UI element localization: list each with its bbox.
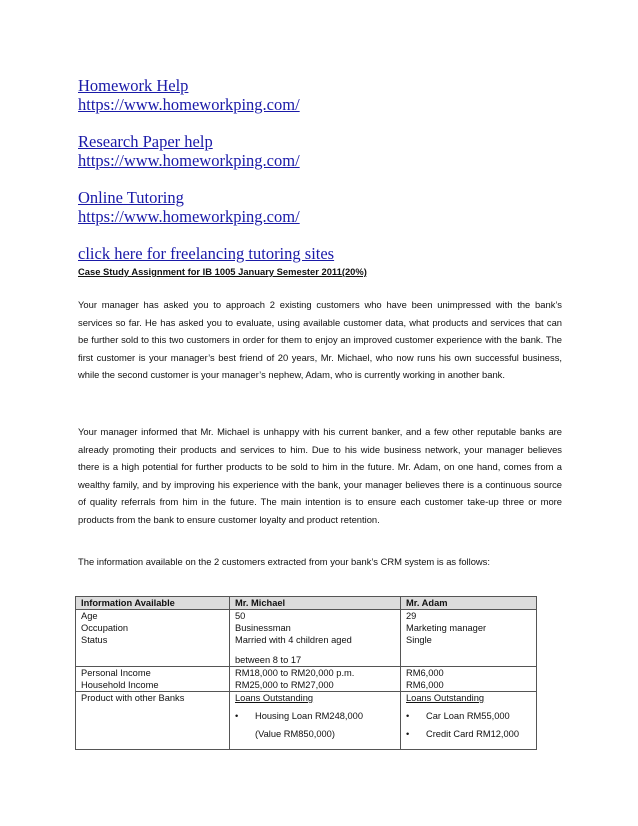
adam-status: Single	[406, 635, 432, 645]
michael-status-cont: between 8 to 17	[235, 655, 302, 665]
links-block	[78, 76, 334, 263]
bullet-icon: •	[406, 729, 410, 739]
michael-loans-heading: Loans Outstanding	[235, 693, 314, 703]
adam-car-loan: Car Loan RM55,000	[426, 711, 510, 721]
adam-credit-card: Credit Card RM12,000	[426, 729, 520, 739]
adam-household-income: RM6,000	[406, 680, 444, 690]
freelancing-link[interactable]: click here for freelancing tutoring sites	[78, 244, 335, 263]
adam-occupation: Marketing manager	[406, 623, 487, 633]
paragraph-3: The information available on the 2 customers extracted from your bank’s CRM system is as follows:	[78, 556, 490, 567]
michael-housing-loan: Housing Loan RM248,000	[255, 711, 364, 721]
label-age: Age	[81, 611, 98, 621]
header-info: Information Available	[76, 597, 230, 610]
paragraph-1: Your manager has asked you to approach 2 existing customers who have been unimpressed with the bank’s services so far. He has asked you to evaluate, using available customer data, what products and services that can be further sold to this two customers in order for them to enjoy an improved customer experience with the bank. The first customer is your manager’s best friend of 20 years, Mr. Michael, who now runs his own successful business, while the second customer is your manager’s nephew, Adam, who is currently working in another bank.	[78, 299, 562, 381]
research-paper-url[interactable]: https://www.homeworkping.com/	[78, 151, 300, 170]
table-row	[76, 692, 537, 750]
customer-info-table	[75, 596, 537, 750]
table-row	[76, 610, 537, 667]
bullet-icon: •	[235, 711, 239, 721]
label-occupation: Occupation	[81, 623, 129, 633]
michael-loan-value: (Value RM850,000)	[255, 729, 335, 739]
michael-household-income: RM25,000 to RM27,000	[235, 680, 334, 690]
header-michael: Mr. Michael	[230, 597, 401, 610]
online-tutoring-link[interactable]: Online Tutoring	[78, 188, 184, 207]
michael-personal-income: RM18,000 to RM20,000 p.m.	[235, 668, 355, 678]
homework-help-url[interactable]: https://www.homeworkping.com/	[78, 95, 300, 114]
label-household-income: Household Income	[81, 680, 159, 690]
header-adam: Mr. Adam	[401, 597, 537, 610]
michael-status: Married with 4 children aged	[235, 635, 352, 645]
homework-help-link[interactable]: Homework Help	[78, 76, 189, 95]
online-tutoring-url[interactable]: https://www.homeworkping.com/	[78, 207, 300, 226]
bullet-icon: •	[406, 711, 410, 721]
case-study-title: Case Study Assignment for IB 1005 January Semester 2011(20%)	[78, 266, 367, 277]
label-products: Product with other Banks	[76, 692, 230, 750]
adam-loans-heading: Loans Outstanding	[406, 693, 485, 703]
table-row	[76, 667, 537, 692]
label-personal-income: Personal Income	[81, 668, 151, 678]
table-header-row	[76, 597, 537, 610]
research-paper-link[interactable]: Research Paper help	[78, 132, 213, 151]
paragraph-2: Your manager informed that Mr. Michael is unhappy with his current banker, and a few other reputable banks are already promoting their products and services to him. Due to his wide business network, your manager believes there is a high potential for further products to be sold to him in the future. Mr. Adam, on one hand, comes from a wealthy family, and by improving his experience with the bank, your manager believes there is a continuous source of quality referrals from him in the future. The main intention is to ensure each customer take-up three or more products from the bank to ensure customer loyalty and product retention.	[78, 426, 562, 525]
adam-personal-income: RM6,000	[406, 668, 444, 678]
adam-age: 29	[406, 611, 417, 621]
label-status: Status	[81, 635, 108, 645]
michael-occupation: Businessman	[235, 623, 291, 633]
michael-age: 50	[235, 611, 246, 621]
